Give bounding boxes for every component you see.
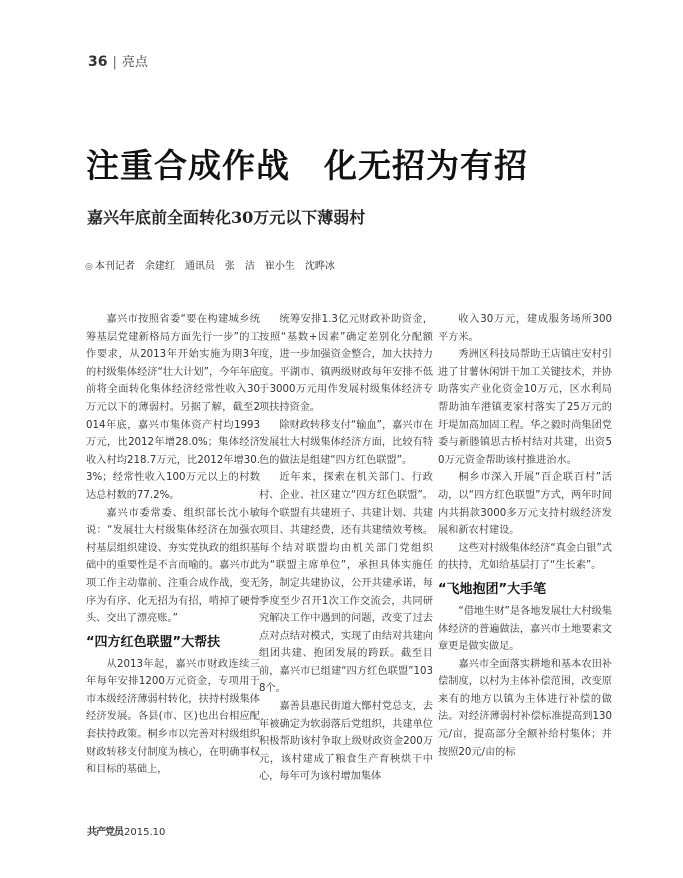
- paragraph: 嘉善县惠民街道大鄫村党总支，去年被确定为软弱落后党组织，共建单位积极帮助该村争取上级财政资金200万元，该村建成了粮食生产育秧烘干中心，每年可为该村增加集体: [259, 701, 433, 783]
- paragraph: 从2013年起，嘉兴市财政连续三年每年安排1200万元资金，专项用于市本级经济薄弱村转化，扶持村级集体经济发展。各县(市、区)也出台相应配套扶持政策。桐乡市以完善对村级组织财政转移支付制度为核心，在明确事权和目标的基础上，: [86, 658, 260, 776]
- byline-mark: ◎: [85, 262, 93, 272]
- section-heading: “飞地抱团”大手笔: [438, 581, 547, 597]
- text-column-2: [259, 311, 433, 786]
- page-number: 36: [88, 54, 108, 70]
- paragraph: 嘉兴市委常委、组织部长沈小敏说：“发展壮大村级集体经济在加强农村基层组织建设、夯实党执政的组织基础中的重要性是不言而喻的。嘉兴市此项工作主动靠前、注重合成作战，变无序为有序、化无招为有招，啃掉了硬骨头、交出了漂亮账。”: [86, 507, 260, 625]
- paragraph: 收入30万元，建成服务场所300平方米。: [438, 314, 612, 343]
- header-separator: |: [112, 55, 117, 70]
- page-footer: [87, 823, 165, 838]
- paragraph: 嘉兴市按照省委“要在构建城乡统筹基层党建新格局方面先行一步”的工作要求，从2013年开始实施为期3年的村级集体经济“壮大计划”，今年年底前将全面转化集体经济经常性收入30万元以下的薄弱村。另据了解，截至2014年底，嘉兴市集体资产村均1993万元，比2012年增28.0%；集体经济收入村均218.7万元，比2012年增30.3%；经常性收入100万元以上的村数达总村数的77.2%。: [86, 314, 260, 501]
- paragraph: 统筹安排1.3亿元财政补助资金，按照“基数+因素”确定差别化分配额度，进一步加强资金整合，加大扶持力度。平湖市、镇两级财政每年安排不低于3000万元用作发展村级集体经济专项扶持资金。: [259, 314, 433, 413]
- paragraph: 秀洲区科技局帮助王店镇庄安村引进了甘薯休闲饼干加工关键技术，并协助落实产业化资金10万元，区水利局帮助油车港镇麦家村落实了25万元的圩堤加高加固工程。华之毅时尚集团党委与新塍镇思古桥村结对共建，出资50万元资金帮助该村推进治水。: [438, 349, 612, 466]
- issue-date: 2015.10: [124, 827, 166, 838]
- paragraph: “借地生财”是各地发展壮大村级集体经济的普遍做法，嘉兴市土地要素文章更是做实做足。: [438, 605, 612, 653]
- article-title: 注重合成作战 化无招为有招: [86, 146, 528, 185]
- section-heading: “四方红色联盟”大帮扶: [86, 634, 221, 650]
- magazine-logo: 共产党员: [87, 827, 123, 838]
- byline-text: 本刊记者 余建红 通讯员 张 洁 崔小生 沈晔冰: [94, 261, 335, 272]
- paragraph: 除财政转移支付“输血”，嘉兴市在发展壮大村级集体经济方面，比较有特色的做法是组建“四方红色联盟”。: [259, 419, 433, 466]
- page-header: [88, 51, 148, 70]
- article-subtitle: 嘉兴年底前全面转化30万元以下薄弱村: [87, 208, 366, 227]
- paragraph: 嘉兴市全面落实耕地和基本农田补偿制度，以村为主体补偿范围，改变原来有的地方以镇为主体进行补偿的做法。对经济薄弱村补偿标准提高到130元/亩，提高部分全额补给村集体；并按照20元/亩的标: [438, 658, 612, 758]
- paragraph: 桐乡市深入开展“百企联百村”活动，以“四方红色联盟”方式，两年时间内共捐款3000多万元支持村级经济发展和新农村建设。: [438, 472, 612, 537]
- paragraph: 近年来，探索在机关部门、行政村、企业、社区建立“四方红色联盟”。每个联盟有共建班子、共建计划、共建项目、共建经费，还有共建绩效考核。每个结对联盟均由机关部门党组织为“联盟主席单位”，承担具体实施任务，制定共建协议，公开共建承诺，每季度至少召开1次工作交流会，共同研究解决工作中遇到的问题，改变了过去点对点结对模式，实现了由结对共建向组团共建、抱团发展的跨跃。截至目前，嘉兴市已组建“四方红色联盟”1038个。: [259, 472, 433, 695]
- section-name: 亮点: [121, 55, 148, 70]
- text-column-3: [438, 311, 612, 761]
- byline: [85, 257, 335, 272]
- text-column-1: [86, 311, 260, 779]
- paragraph: 这些对村级集体经济“真金白银”式的扶持，尤如给基层打了“生长素”。: [438, 542, 612, 572]
